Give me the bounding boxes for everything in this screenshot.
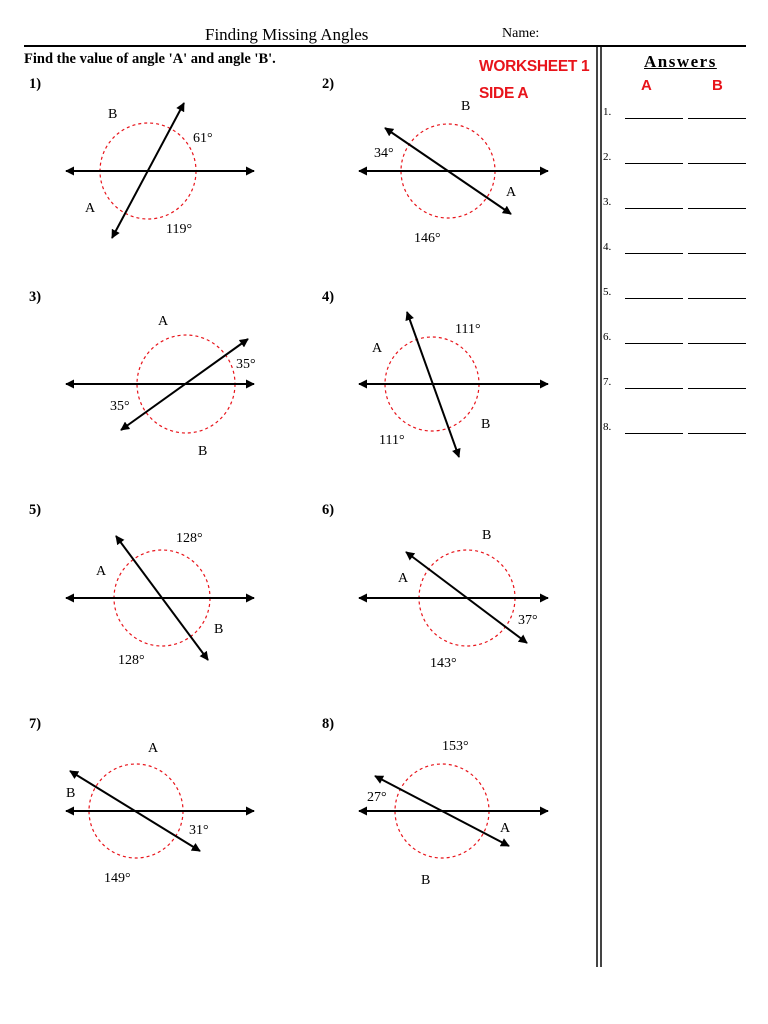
angle-label: 31°	[189, 823, 209, 838]
problem-6-diagram	[359, 528, 548, 671]
answer-number: 3.	[603, 196, 612, 208]
problem-8-diagram	[359, 739, 548, 888]
angle-label: A	[398, 571, 409, 586]
angle-label: 143°	[430, 656, 457, 671]
answer-number: 8.	[603, 421, 612, 433]
angle-label: B	[108, 107, 118, 122]
angle-label: 119°	[166, 222, 193, 237]
problem-2-diagram	[359, 99, 548, 246]
problem-number: 2)	[322, 76, 335, 92]
problem-number: 8)	[322, 716, 335, 732]
angle-label: B	[198, 444, 208, 459]
problem-number: 3)	[29, 289, 42, 305]
angle-label: 149°	[104, 871, 131, 886]
instructions: Find the value of angle 'A' and angle 'B'.	[24, 51, 276, 67]
angle-label: 146°	[414, 231, 441, 246]
angle-label: 111°	[455, 322, 481, 337]
angle-label: 27°	[367, 790, 387, 805]
angle-label: 153°	[442, 739, 469, 754]
angle-label: B	[66, 786, 76, 801]
angle-label: B	[481, 417, 491, 432]
problem-4-diagram	[359, 312, 548, 457]
problem-number: 6)	[322, 502, 335, 518]
answer-number: 7.	[603, 376, 612, 388]
problem-number: 1)	[29, 76, 42, 92]
problem-3-diagram	[66, 314, 256, 459]
name-label: Name:	[502, 26, 540, 41]
answer-number: 1.	[603, 106, 612, 118]
angle-label: B	[421, 873, 431, 888]
angle-label: 128°	[118, 653, 145, 668]
angle-label: A	[158, 314, 169, 329]
answer-number: 6.	[603, 331, 612, 343]
angle-label: A	[96, 564, 107, 579]
problem-1-diagram	[66, 103, 254, 238]
angle-label: A	[372, 341, 383, 356]
angle-label: 35°	[110, 399, 130, 414]
worksheet-side: SIDE A	[479, 85, 529, 102]
worksheet-number: WORKSHEET 1	[479, 58, 590, 75]
angle-label: A	[506, 185, 517, 200]
angle-label: 34°	[374, 146, 394, 161]
problem-number: 7)	[29, 716, 42, 732]
angle-label: A	[500, 821, 511, 836]
angle-label: 128°	[176, 531, 203, 546]
problem-7-diagram	[66, 741, 254, 886]
angle-label: A	[148, 741, 159, 756]
angle-label: A	[85, 201, 96, 216]
worksheet-title: Finding Missing Angles	[205, 25, 369, 44]
answer-column-b: B	[712, 77, 723, 94]
angle-label: 37°	[518, 613, 538, 628]
angle-label: 35°	[236, 357, 256, 372]
answer-number: 4.	[603, 241, 612, 253]
angle-label: B	[482, 528, 492, 543]
answer-number: 2.	[603, 151, 612, 163]
answer-column-a: A	[641, 77, 652, 94]
angle-label: B	[461, 99, 471, 114]
angle-label: 61°	[193, 131, 213, 146]
problem-number: 4)	[322, 289, 335, 305]
problem-number: 5)	[29, 502, 42, 518]
answer-number: 5.	[603, 286, 612, 298]
problem-5-diagram	[66, 531, 254, 668]
angle-label: B	[214, 622, 224, 637]
answers-title: Answers	[644, 52, 717, 71]
angle-label: 111°	[379, 433, 405, 448]
